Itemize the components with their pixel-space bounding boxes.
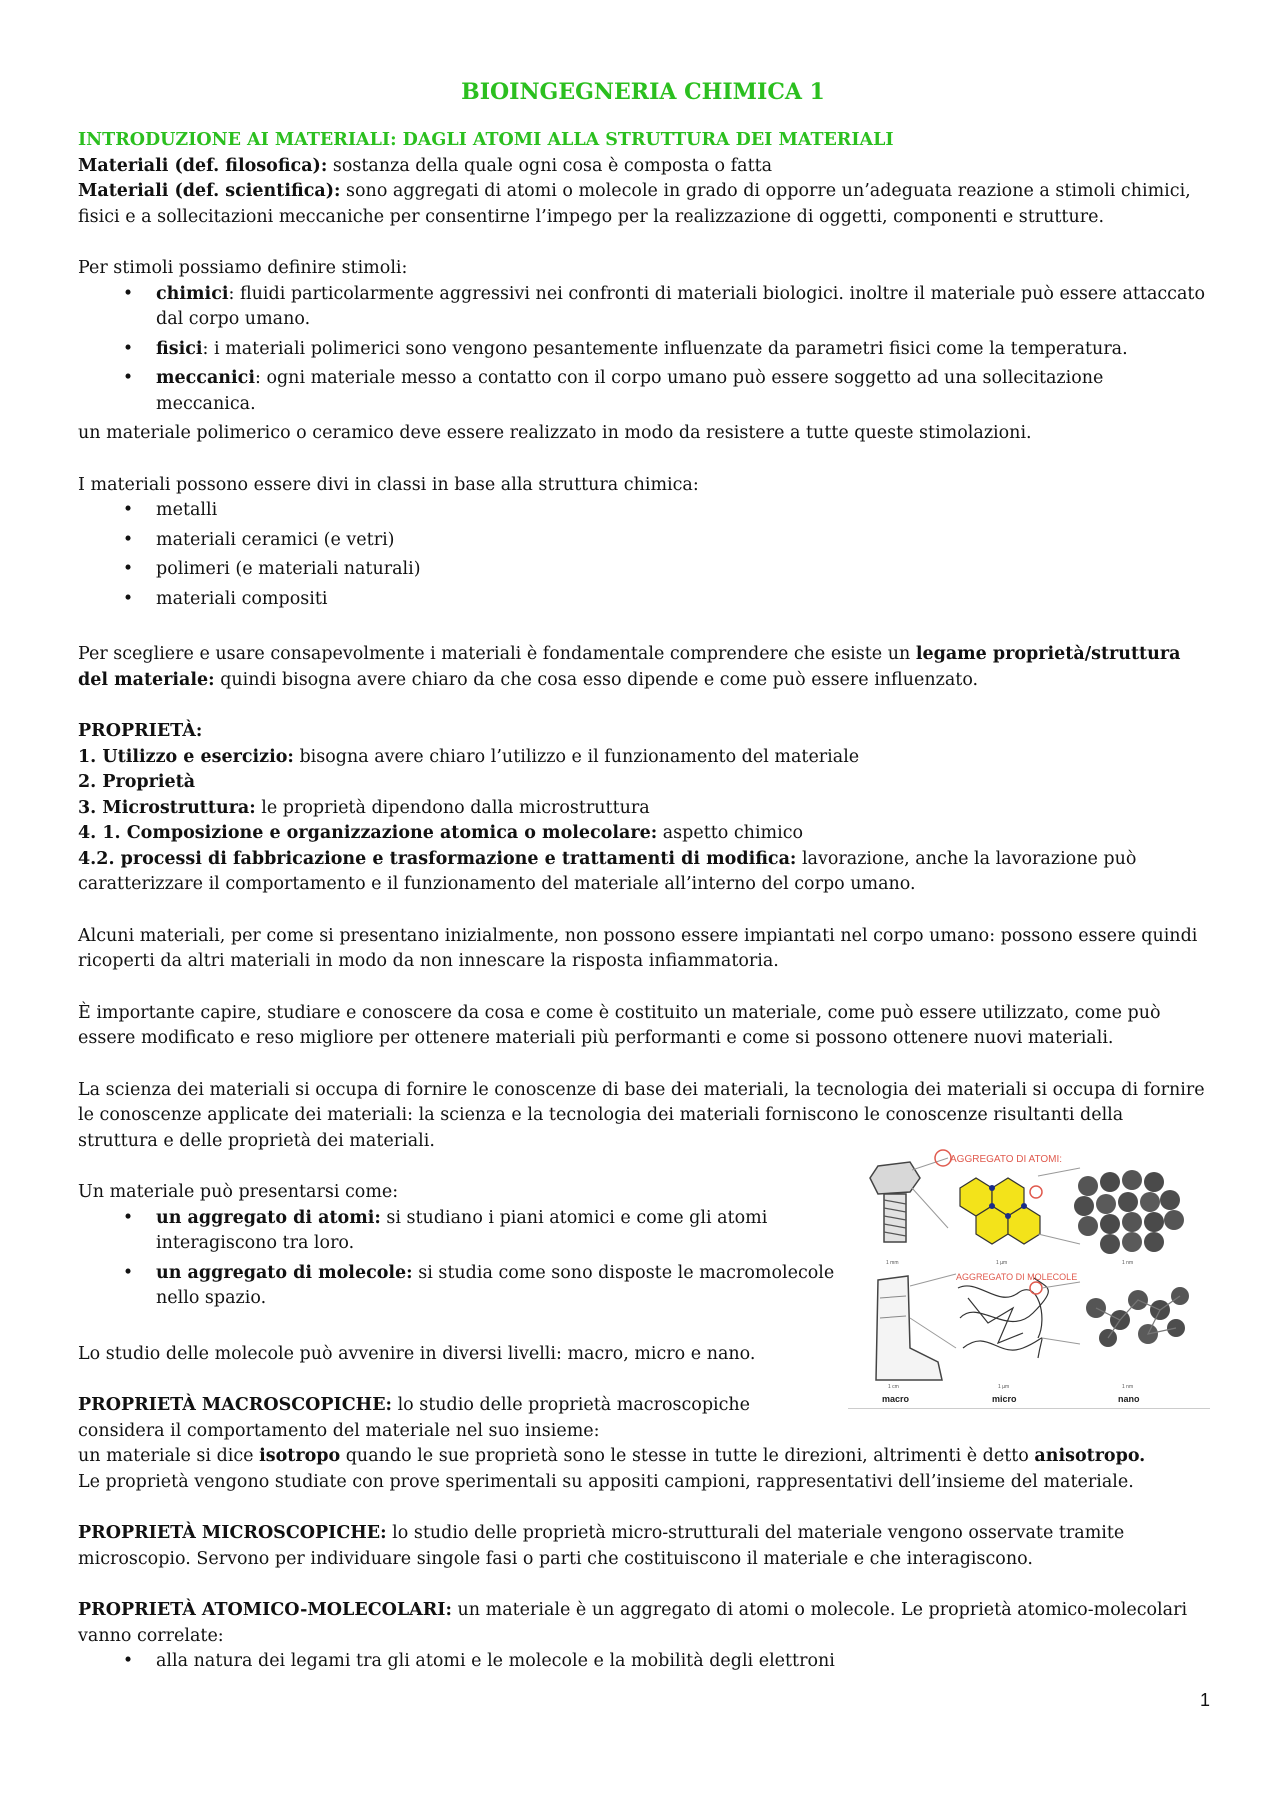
molecules-icon: [1086, 1287, 1189, 1347]
caption-micro: micro: [992, 1394, 1017, 1404]
grain-structure-icon: [960, 1178, 1040, 1244]
stimoli-intro: Per stimoli possiamo definire stimoli:: [78, 258, 408, 278]
proprieta-item: 4.2. processi di fabbricazione e trasformazione e trattamenti di modifica: lavorazione, anche la lavorazione può caratterizzare il comportamento e il funzionamento del materiale all’interno del corpo umano.: [78, 848, 1137, 894]
paragraph-livelli: Lo studio delle molecole può avvenire in diversi livelli: macro, micro e nano.: [78, 1343, 756, 1364]
prove-paragraph: Le proprietà vengono studiate con prove sperimentali su appositi campioni, rappresentativi dell’insieme del materiale.: [78, 1471, 1134, 1492]
definition-scientific: Materiali (def. scientifica): sono aggregati di atomi o molecole in grado di opporre un’adeguata reazione a stimoli chimici, fisici e a sollecitazioni meccaniche per consentirne l’impego per la realizzazione di oggetti, componenti e strutture.: [78, 181, 1191, 227]
aggregate-figure: [848, 1148, 1210, 1409]
presentarsi-block: [78, 1180, 838, 1444]
page-number: 1: [1199, 1690, 1210, 1710]
caption-macro: macro: [882, 1394, 910, 1404]
stimoli-conclusion: un materiale polimerico o ceramico deve essere realizzato in modo da resistere a tutte queste stimolazioni.: [78, 423, 1032, 443]
document-title: BIOINGEGNERIA CHIMICA 1: [461, 79, 825, 105]
caption-nano: nano: [1118, 1394, 1140, 1404]
atomico-list: [78, 1649, 1208, 1675]
stimoli-list: [78, 282, 1208, 418]
list-item: • materiali compositi: [122, 588, 328, 609]
aggregate-illustration: [848, 1148, 1210, 1408]
proprieta-item: 3. Microstruttura: le proprietà dipendono dalla microstruttura: [78, 797, 650, 818]
classi-list: [78, 498, 1208, 612]
paragraph-alcuni: Alcuni materiali, per come si presentano inizialmente, non possono essere impiantati nel corpo umano: possono essere quindi ricoperti da altri materiali in modo da non innescare la risposta infiammatoria.: [78, 925, 1198, 971]
proprieta-item: 2. Proprietà: [78, 772, 196, 792]
boot-icon: [876, 1276, 942, 1380]
page-content: [78, 78, 1208, 1679]
list-item: • materiali ceramici (e vetri): [122, 529, 395, 550]
atomico-paragraph: PROPRIETÀ ATOMICO-MOLECOLARI: un materiale è un aggregato di atomi o molecole. Le proprietà atomico-molecolari vanno correlate:: [78, 1600, 1188, 1646]
micro-paragraph: PROPRIETÀ MICROSCOPICHE: lo studio delle proprietà micro-strutturali del materiale vengono osservate tramite microscopio. Servono per individuare singole fasi o parti che costituiscono il materiale e che interagiscono.: [78, 1523, 1125, 1569]
bolt-icon: [870, 1162, 920, 1242]
scale-top-macro: 1 mm: [886, 1260, 899, 1266]
polymer-network-icon: [958, 1278, 1048, 1358]
section-heading: INTRODUZIONE AI MATERIALI: DAGLI ATOMI ALLA STRUTTURA DEI MATERIALI: [78, 130, 894, 150]
list-item: • alla natura dei legami tra gli atomi e le molecole e la mobilità degli elettroni: [122, 1651, 835, 1671]
list-item: • polimeri (e materiali naturali): [122, 559, 421, 579]
classi-intro: I materiali possono essere divi in classi in base alla struttura chimica:: [78, 474, 699, 495]
list-item: • un aggregato di atomi: si studiano i piani atomici e come gli atomi interagiscono tra loro.: [122, 1207, 768, 1253]
definition-philosophical: Materiali (def. filosofica): sostanza della quale ogni cosa è composta o fatta: [78, 155, 773, 176]
label-molecole: AGGREGATO DI MOLECOLE: [956, 1272, 1078, 1282]
isotropo-paragraph: un materiale si dice isotropo quando le sue proprietà sono le stesse in tutte le direzioni, altrimenti è detto anisotropo.: [78, 1446, 1146, 1466]
scale-bottom-macro: 1 cm: [888, 1384, 899, 1390]
list-item: • chimici: fluidi particolarmente aggressivi nei confronti di materiali biologici. inoltre il materiale può essere attaccato dal corpo umano.: [122, 283, 1205, 329]
proprieta-item: 1. Utilizzo e esercizio: bisogna avere chiaro l’utilizzo e il funzionamento del materiale: [78, 746, 860, 767]
proprieta-heading: PROPRIETÀ:: [78, 721, 203, 741]
list-item: • un aggregato di molecole: si studia come sono disposte le macromolecole nello spazio.: [122, 1262, 835, 1308]
presentarsi-list: [78, 1206, 838, 1312]
scale-top-micro: 1 µm: [996, 1260, 1008, 1266]
scale-top-nano: 1 nm: [1122, 1260, 1134, 1266]
scale-bottom-micro: 1 µm: [998, 1384, 1010, 1390]
paragraph-importante: È importante capire, studiare e conoscere da cosa e come è costituito un materiale, come può essere utilizzato, come può essere modificato e reso migliore per ottenere materiali più performanti e come si possono ottenere nuovi materiali.: [78, 1002, 1161, 1048]
presentarsi-intro: Un materiale può presentarsi come:: [78, 1182, 399, 1202]
list-item: • meccanici: ogni materiale messo a contatto con il corpo umano può essere soggetto ad una sollecitazione meccanica.: [122, 368, 1104, 414]
proprieta-item: 4. 1. Composizione e organizzazione atomica o molecolare: aspetto chimico: [78, 823, 804, 843]
legame-paragraph: Per scegliere e usare consapevolmente i materiali è fondamentale comprendere che esiste un legame proprietà/struttura del materiale: quindi bisogna avere chiaro da che cosa esso dipende e come può essere influenzato.: [78, 644, 1181, 690]
list-item: • fisici: i materiali polimerici sono vengono pesantemente influenzate da parametri fisici come la temperatura.: [122, 338, 1128, 359]
atoms-icon: [1074, 1170, 1184, 1254]
macro-paragraph: PROPRIETÀ MACROSCOPICHE: lo studio delle proprietà macroscopiche considera il comportamento del materiale nel suo insieme:: [78, 1395, 751, 1441]
paragraph-scienza: La scienza dei materiali si occupa di fornire le conoscenze di base dei materiali, la tecnologia dei materiali si occupa di fornire le conoscenze applicate dei materiali: la scienza e la tecnologia dei materiali forniscono le conoscenze risultanti della struttura e delle proprietà dei materiali.: [78, 1079, 1205, 1151]
label-atomi: AGGREGATO DI ATOMI:: [950, 1154, 1063, 1165]
scale-bottom-nano: 1 nm: [1122, 1384, 1134, 1390]
list-item: • metalli: [122, 500, 218, 520]
